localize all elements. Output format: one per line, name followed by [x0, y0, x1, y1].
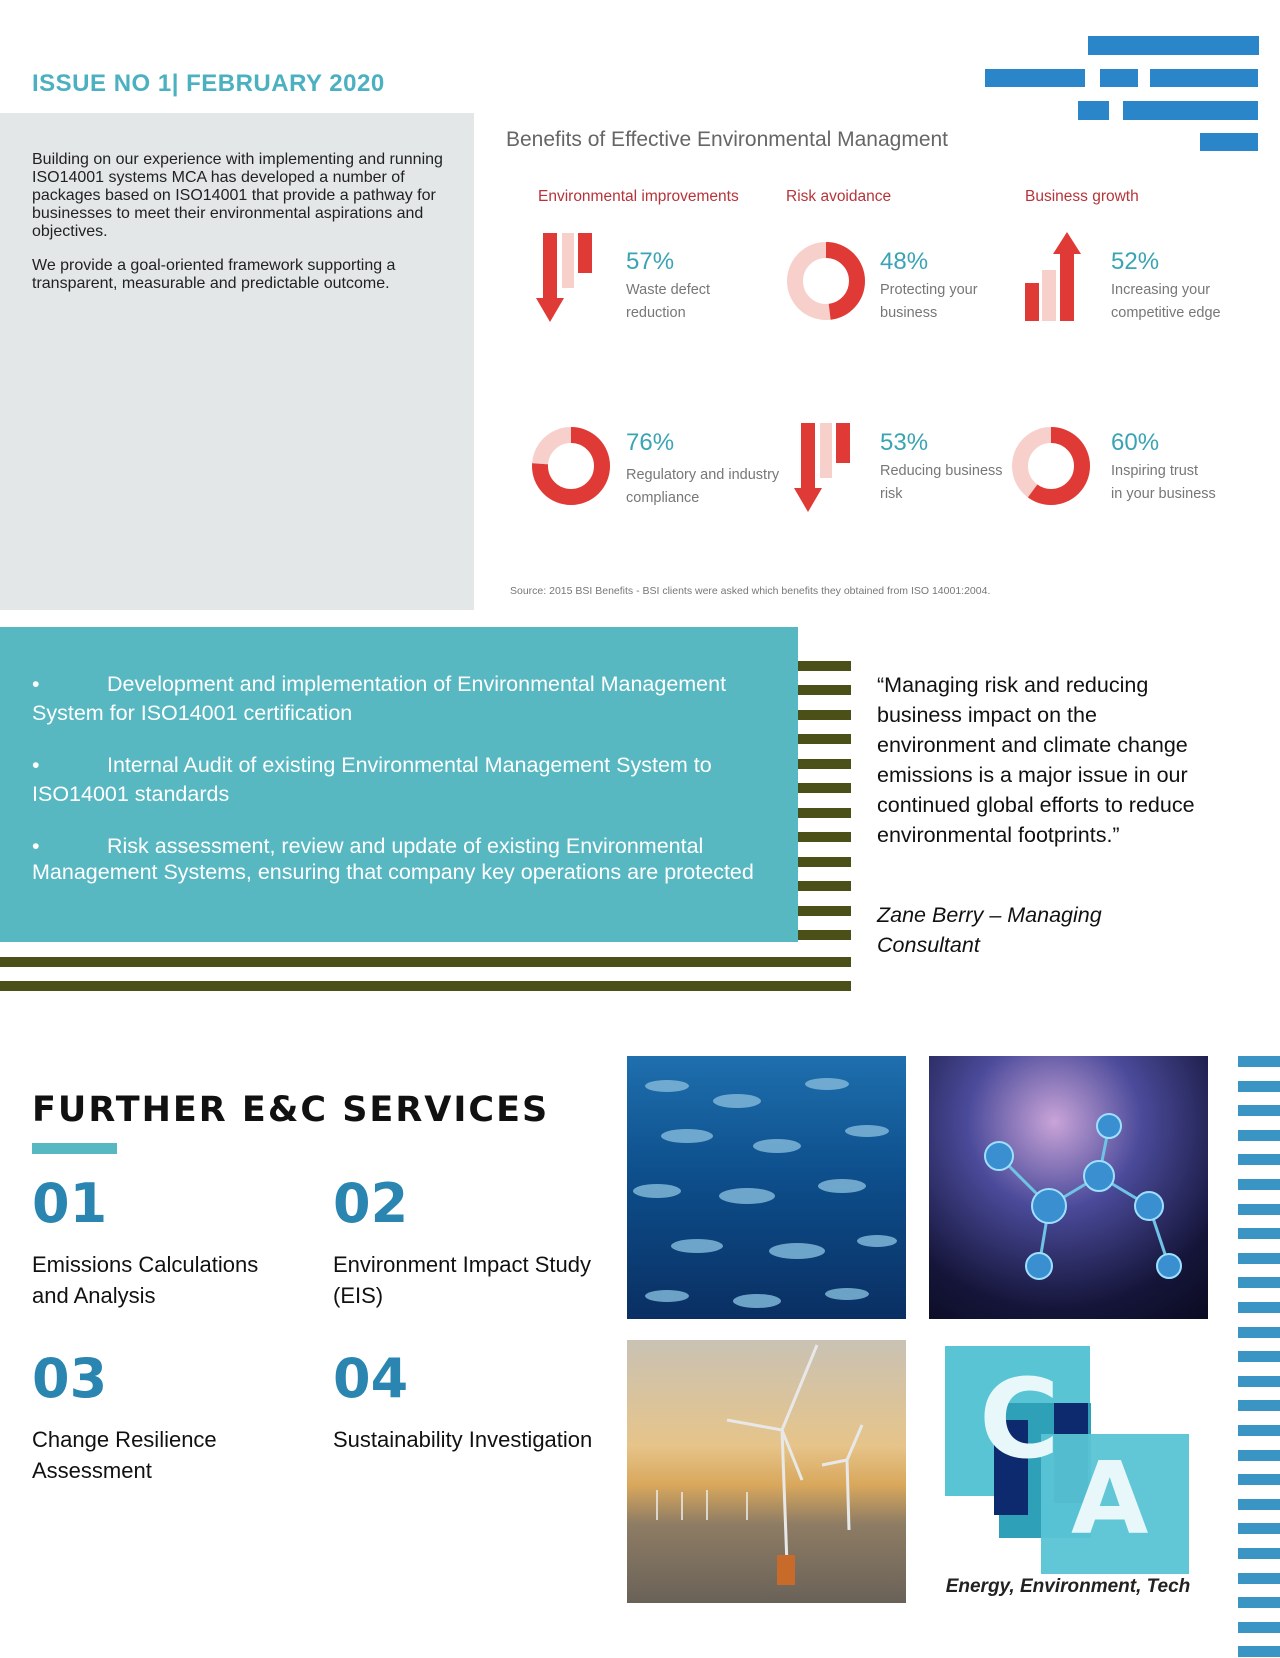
- stat-label: Inspiring trust in your business: [1111, 463, 1216, 502]
- down-arrow-bars-icon: [788, 418, 863, 516]
- intro-paragraph-1: Building on our experience with implementing and running ISO14001 systems MCA has developed a number of packages based on ISO14001 that provide a pathway for businesses to meet their environmental aspirations and objectives.: [32, 151, 443, 240]
- fish-school-image: [627, 1056, 906, 1319]
- category-environmental: Environmental improvements: [538, 188, 739, 205]
- further-services-title: FURTHER E&C SERVICES: [32, 1090, 550, 1130]
- intro-text: [32, 135, 457, 309]
- service-item: • Risk assessment, review and update of existing Environmental Management Systems, ensuring that company key operations are protected: [32, 834, 754, 884]
- infographic-source: Source: 2015 BSI Benefits - BSI clients were asked which benefits they obtained from ISO 14001:2004.: [510, 585, 991, 597]
- service-number: 01: [32, 1172, 108, 1235]
- stat-value: 57%: [626, 248, 675, 275]
- logo-letter-c: C: [979, 1355, 1060, 1483]
- stat-label: Increasing your competitive edge: [1111, 282, 1221, 321]
- service-label: Sustainability Investigation: [333, 1427, 593, 1452]
- donut-icon: [1010, 418, 1092, 514]
- quote-text: “Managing risk and reducing business impact on the environment and climate change emissions is a major issue in our continued global efforts to reduce environmental footprints.”: [877, 673, 1195, 847]
- service-item: • Development and implementation of Environmental Management System for ISO14001 certification: [32, 672, 727, 725]
- title-underline: [32, 1143, 117, 1154]
- donut-icon: [530, 418, 612, 514]
- molecule-image: [929, 1056, 1208, 1319]
- stat-label: Reducing business risk: [880, 463, 1003, 502]
- stat-label: Protecting your business: [880, 282, 978, 321]
- molecule-icon: [929, 1056, 1208, 1319]
- mca-logo: [929, 1340, 1208, 1603]
- service-number: 03: [32, 1347, 108, 1410]
- service-label: Change Resilience Assessment: [32, 1427, 217, 1483]
- stat-value: 52%: [1111, 248, 1160, 275]
- service-number: 02: [333, 1172, 409, 1235]
- down-arrow-bars-icon: [530, 228, 605, 326]
- category-growth: Business growth: [1025, 188, 1139, 205]
- stat-label: Waste defect reduction: [626, 282, 711, 321]
- wind-turbines-image: [627, 1340, 906, 1603]
- service-label: Emissions Calculations and Analysis: [32, 1252, 259, 1308]
- service-item: • Internal Audit of existing Environmental Management System to ISO14001 standards: [32, 753, 712, 806]
- stat-value: 60%: [1111, 429, 1160, 456]
- fish-icon: [627, 1056, 906, 1319]
- service-number: 04: [333, 1347, 409, 1410]
- logo-letter-a: A: [1071, 1440, 1149, 1557]
- donut-icon: [785, 236, 867, 326]
- intro-paragraph-2: We provide a goal-oriented framework supporting a transparent, measurable and predictable outcome.: [32, 257, 396, 292]
- stat-value: 53%: [880, 429, 929, 456]
- quote-author: Zane Berry – Managing Consultant: [877, 903, 1102, 957]
- up-arrow-bars-icon: [1022, 228, 1092, 326]
- category-risk: Risk avoidance: [786, 188, 892, 205]
- stat-value: 76%: [626, 429, 675, 456]
- stat-value: 48%: [880, 248, 929, 275]
- issue-header: ISSUE NO 1| FEBRUARY 2020: [32, 70, 385, 97]
- service-label: Environment Impact Study (EIS): [333, 1252, 592, 1308]
- infographic-title: Benefits of Effective Environmental Managment: [506, 128, 949, 151]
- wind-turbine-icon: [627, 1340, 906, 1603]
- logo-tagline: Energy, Environment, Tech: [945, 1576, 1191, 1597]
- stat-label: Regulatory and industry compliance: [626, 467, 780, 506]
